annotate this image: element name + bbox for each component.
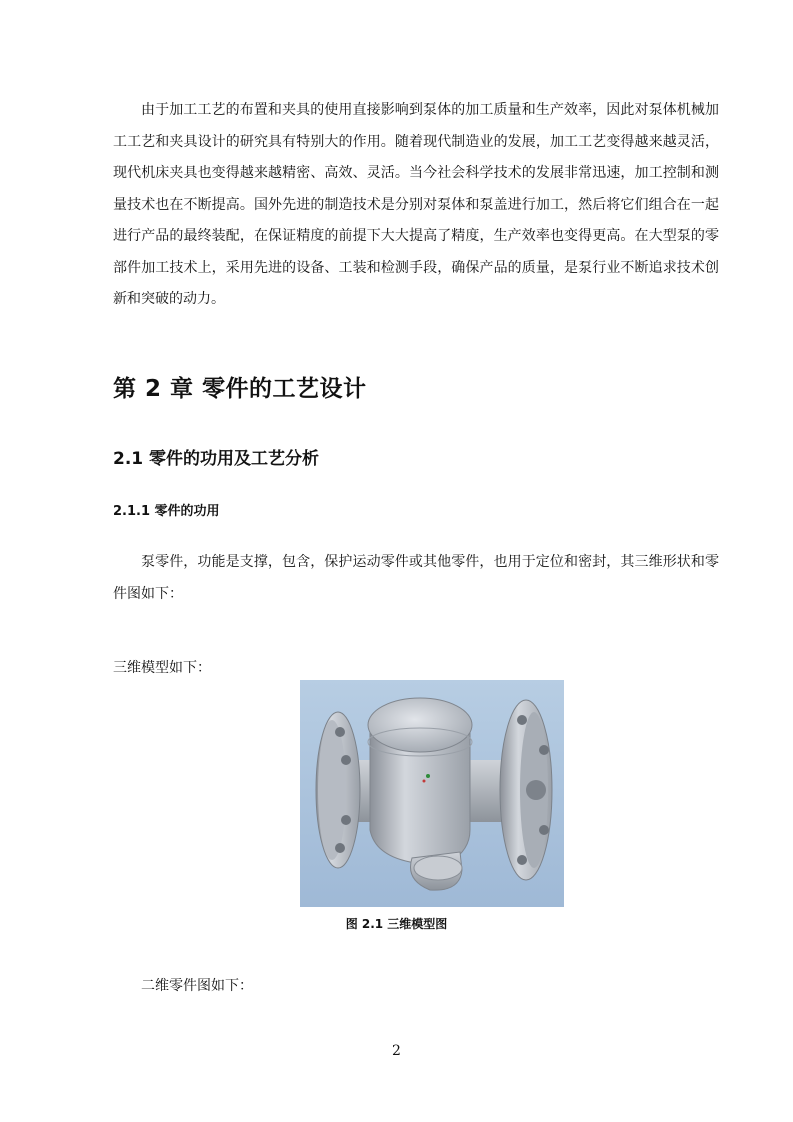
page-number: 2 [392, 1043, 401, 1059]
subsection-title: 2.1.1 零件的功用 [113, 504, 220, 519]
intro-paragraph: 由于加工工艺的布置和夹具的使用直接影响到泵体的加工质量和生产效率，因此对泵体机械加工工艺和夹具设计的研究具有特别大的作用。随着现代制造业的发展，加工工艺变得越来越灵活，现代机床夹具也变得越来越精密、高效、灵活。当今社会科学技术的发展非常迅速，加工控制和测量技术也在不断提高。国外先进的制造技术是分别对泵体和泵盖进行加工，然后将它们组合在一起进行产品的最终装配，在保证精度的前提下大大提高了精度，生产效率也变得更高。在大型泵的零部件加工技术上，采用先进的设备、工装和检测手段，确保产品的质量，是泵行业不断追求技术创新和突破的动力。 [113, 102, 719, 307]
3d-model-figure [300, 680, 564, 907]
function-paragraph: 泵零件，功能是支撑，包含，保护运动零件或其他零件，也用于定位和密封，其三维形状和零件图如下： [113, 554, 719, 602]
pump-body-3d-image [300, 680, 564, 907]
section-title: 2.1 零件的功用及工艺分析 [113, 449, 320, 469]
chapter-title: 第 2 章 零件的工艺设计 [113, 376, 367, 402]
model-label: 三维模型如下： [113, 660, 211, 676]
figure-caption: 图 2.1 三维模型图 [345, 917, 448, 931]
drawing-label: 二维零件图如下： [141, 978, 253, 994]
